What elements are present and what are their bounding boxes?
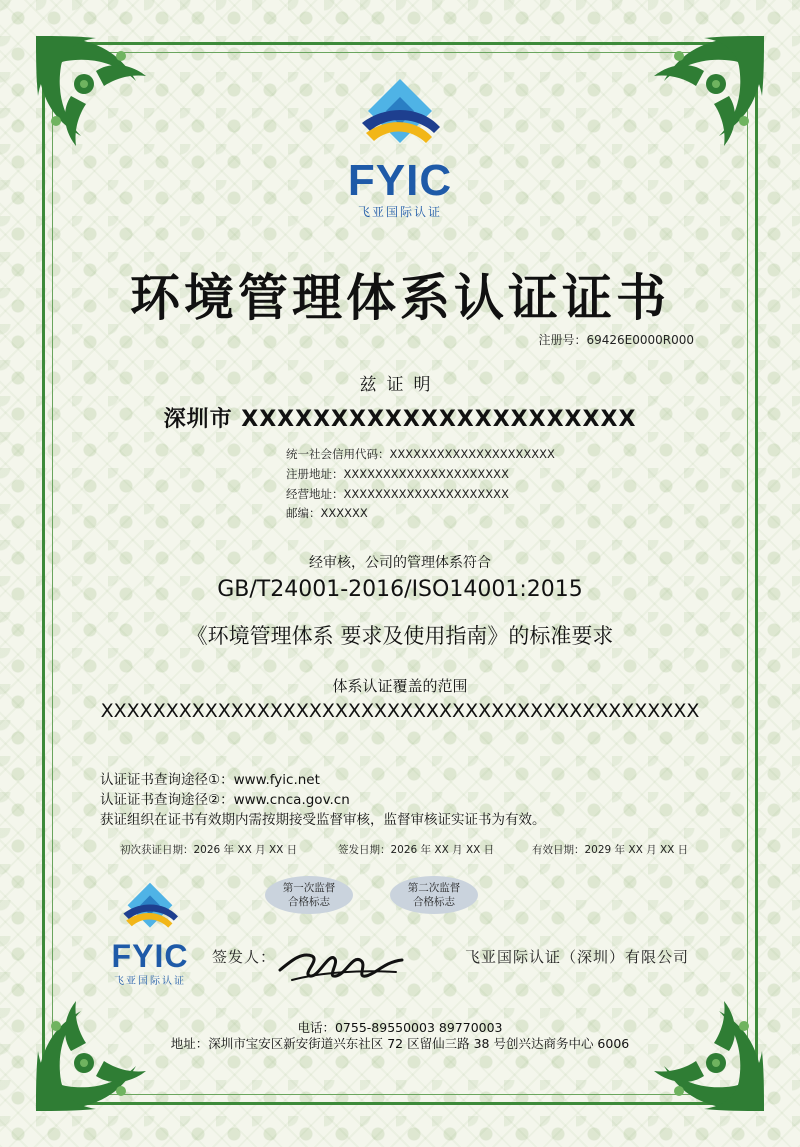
corner-ornament-icon: [634, 26, 774, 166]
issuing-organization: 飞亚国际认证（深圳）有限公司: [465, 948, 690, 966]
fyic-emblem-icon: [108, 880, 192, 936]
stamp-line: 第一次监督: [282, 882, 336, 894]
query-line-1: 认证证书查询途径①：www.fyic.net: [100, 772, 320, 788]
validity-notice: 获证组织在证书有效期内需按期接受监督审核，监督审核证实证书为有效。: [100, 812, 546, 828]
logo-subtitle: 飞亚国际认证: [357, 205, 442, 219]
standard-name: 《环境管理体系 要求及使用指南》的标准要求: [186, 624, 614, 648]
standard-code: GB/T24001-2016/ISO14001:2015: [217, 577, 583, 602]
certificate-title: 环境管理体系认证证书: [130, 269, 670, 327]
scope-text: XXXXXXXXXXXXXXXXXXXXXXXXXXXXXXXXXXXXXXXXXXXXXX: [100, 700, 700, 722]
credit-code: 统一社会信用代码：XXXXXXXXXXXXXXXXXXXXX: [286, 447, 555, 461]
company-name: 深圳市 XXXXXXXXXXXXXXXXXXXXXX: [163, 407, 637, 432]
corner-ornament-icon: [26, 26, 166, 166]
issue-date: 签发日期：2026 年 XX 月 XX 日: [338, 844, 495, 856]
scope-label: 体系认证覆盖的范围: [332, 677, 468, 695]
fyic-logo: [340, 75, 460, 220]
logo-subtitle: 飞亚国际认证: [114, 976, 186, 987]
initial-date: 初次获证日期：2026 年 XX 月 XX 日: [120, 844, 298, 856]
signer-label: 签发人：: [212, 948, 277, 966]
contact-address: 地址：深圳市宝安区新安街道兴东社区 72 区留仙三路 38 号创兴达商务中心 6006: [170, 1036, 630, 1051]
stamp-line: 第二次监督: [407, 882, 461, 894]
contact-phone: 电话：0755-89550003 89770003: [297, 1020, 503, 1035]
business-address: 经营地址：XXXXXXXXXXXXXXXXXXXXX: [286, 487, 509, 501]
fyic-logo-bottom: [108, 880, 192, 987]
audit-statement: 经审核，公司的管理体系符合: [309, 555, 491, 571]
valid-date: 有效日期：2029 年 XX 月 XX 日: [532, 844, 689, 856]
query-line-2: 认证证书查询途径②：www.cnca.gov.cn: [100, 792, 350, 808]
stamp-line: 合格标志: [413, 896, 455, 908]
registered-address: 注册地址：XXXXXXXXXXXXXXXXXXXXX: [286, 467, 509, 481]
signature-icon: [272, 940, 412, 988]
fyic-emblem-icon: [340, 75, 460, 155]
first-surveillance-stamp: [265, 876, 353, 914]
logo-brand: FYIC: [347, 156, 453, 205]
hereby-certify: 兹证明: [359, 375, 441, 395]
second-surveillance-stamp: [390, 876, 478, 914]
logo-brand: FYIC: [111, 938, 189, 974]
postcode: 邮编：XXXXXX: [286, 506, 368, 520]
stamp-line: 合格标志: [288, 896, 330, 908]
registration-number: 注册号：69426E0000R000: [538, 333, 694, 347]
